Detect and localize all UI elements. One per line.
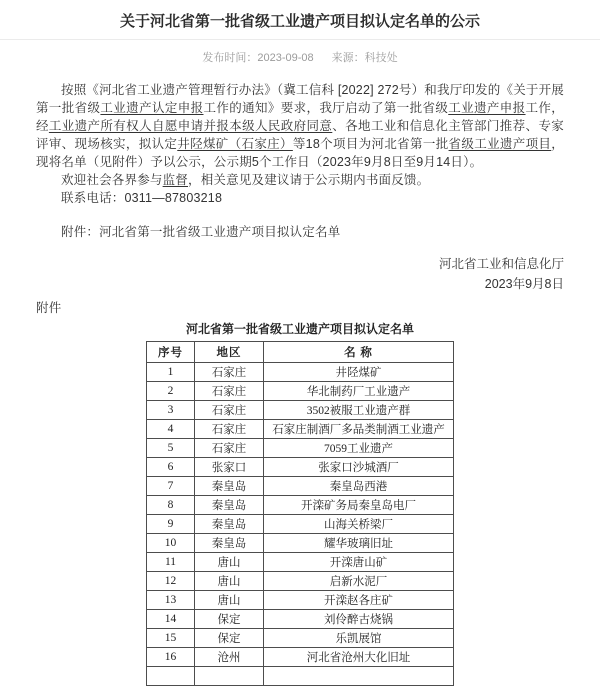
text-segment: 联系电话：0311—87803218 bbox=[61, 191, 223, 205]
cell-index: 5 bbox=[147, 439, 195, 458]
underlined-keyword: 井陉煤矿（石家庄） bbox=[177, 137, 293, 151]
table-row bbox=[147, 477, 454, 496]
header-region: 地区 bbox=[195, 342, 264, 363]
table-row bbox=[147, 420, 454, 439]
table-body bbox=[147, 363, 454, 686]
cell-region: 石家庄 bbox=[195, 382, 264, 401]
cell-name: 耀华玻璃旧址 bbox=[264, 534, 454, 553]
cell-name: 张家口沙城酒厂 bbox=[264, 458, 454, 477]
cell-name: 河北省沧州大化旧址 bbox=[264, 648, 454, 667]
cell-index: 3 bbox=[147, 401, 195, 420]
cell-name: 7059工业遗产 bbox=[264, 439, 454, 458]
table-row bbox=[147, 553, 454, 572]
underlined-keyword: 监督 bbox=[162, 173, 189, 187]
cell-name: 石家庄制酒厂多品类制酒工业遗产 bbox=[264, 420, 454, 439]
signature-block bbox=[36, 254, 564, 294]
cell-region: 张家口 bbox=[195, 458, 264, 477]
text-segment: 工作，经 bbox=[36, 101, 564, 133]
table-row bbox=[147, 382, 454, 401]
document-body bbox=[0, 81, 600, 686]
text-segment: ，相关意见及建议请于公示期内书面反馈。 bbox=[188, 173, 430, 187]
text-segment: ，现将名单（见附件）予以公示，公示期5个工作日（2023年9月8日至9月14日）。 bbox=[36, 137, 564, 169]
table-row bbox=[147, 629, 454, 648]
table-row bbox=[147, 363, 454, 382]
underlined-keyword: 省级工业遗产项目 bbox=[448, 137, 552, 151]
cell-region: 石家庄 bbox=[195, 363, 264, 382]
cell-region: 唐山 bbox=[195, 553, 264, 572]
cell-empty bbox=[195, 667, 264, 686]
signature-date: 2023年9月8日 bbox=[484, 277, 564, 291]
signature-agency: 河北省工业和信息化厅 bbox=[438, 257, 564, 271]
cell-name: 华北制药厂工业遗产 bbox=[264, 382, 454, 401]
underlined-keyword: 工业遗产申报 bbox=[448, 101, 526, 115]
cell-index: 9 bbox=[147, 515, 195, 534]
paragraph-feedback bbox=[36, 171, 564, 189]
cell-index: 11 bbox=[147, 553, 195, 572]
paragraph-phone bbox=[36, 189, 564, 207]
cell-name: 开滦矿务局秦皇岛电厂 bbox=[264, 496, 454, 515]
cell-name: 3502被服工业遗产群 bbox=[264, 401, 454, 420]
cell-name: 井陉煤矿 bbox=[264, 363, 454, 382]
table-row bbox=[147, 572, 454, 591]
cell-index: 1 bbox=[147, 363, 195, 382]
cell-index: 12 bbox=[147, 572, 195, 591]
cell-name: 山海关桥梁厂 bbox=[264, 515, 454, 534]
page-title: 关于河北省第一批省级工业遗产项目拟认定名单的公示 bbox=[119, 13, 480, 30]
cell-region: 石家庄 bbox=[195, 439, 264, 458]
text-segment: 欢迎社会各界参与 bbox=[61, 173, 163, 187]
table-row bbox=[147, 610, 454, 629]
table-row bbox=[147, 496, 454, 515]
underlined-keyword: 工业遗产所有权人自愿申请并报本级人民政府同意 bbox=[48, 119, 333, 133]
paragraph-main bbox=[36, 81, 564, 171]
appendix-label: 附件 bbox=[36, 301, 62, 315]
cell-index: 2 bbox=[147, 382, 195, 401]
cell-region: 保定 bbox=[195, 629, 264, 648]
cell-region: 唐山 bbox=[195, 572, 264, 591]
cell-index: 16 bbox=[147, 648, 195, 667]
cell-name: 刘伶醉古烧锅 bbox=[264, 610, 454, 629]
table-row bbox=[147, 648, 454, 667]
text-segment: 工作的通知》要求，我厅启动了第一批省级 bbox=[203, 101, 449, 115]
meta-bar bbox=[0, 49, 600, 65]
source: 来源：科技处 bbox=[331, 52, 398, 64]
text-segment: 按照《河北省工业遗产管理暂行办法》（冀工信科 [2022] 272号）和我厅印发的《关于开展第一批省级 bbox=[36, 83, 565, 115]
header-index: 序号 bbox=[147, 342, 195, 363]
cell-index: 13 bbox=[147, 591, 195, 610]
cell-region: 秦皇岛 bbox=[195, 477, 264, 496]
table-head bbox=[147, 342, 454, 363]
publish-time: 发布时间：2023-09-08 bbox=[202, 52, 314, 64]
heritage-table bbox=[146, 341, 454, 686]
cell-region: 秦皇岛 bbox=[195, 515, 264, 534]
cell-empty bbox=[264, 667, 454, 686]
cell-name: 开滦赵各庄矿 bbox=[264, 591, 454, 610]
cell-name: 启新水泥厂 bbox=[264, 572, 454, 591]
title-divider bbox=[0, 39, 600, 40]
cell-region: 沧州 bbox=[195, 648, 264, 667]
table-row bbox=[147, 591, 454, 610]
table-row bbox=[147, 458, 454, 477]
cell-index: 6 bbox=[147, 458, 195, 477]
cell-index: 15 bbox=[147, 629, 195, 648]
cell-empty bbox=[147, 667, 195, 686]
cell-index: 7 bbox=[147, 477, 195, 496]
header-name: 名 称 bbox=[264, 342, 454, 363]
text-segment: 、各地工业和信息化主管部门推荐、专家评审、现场核实，拟认定 bbox=[36, 119, 564, 151]
cell-region: 石家庄 bbox=[195, 401, 264, 420]
table-row bbox=[147, 401, 454, 420]
cell-region: 秦皇岛 bbox=[195, 534, 264, 553]
table-title: 河北省第一批省级工业遗产项目拟认定名单 bbox=[185, 322, 414, 336]
cell-region: 保定 bbox=[195, 610, 264, 629]
table-row bbox=[147, 534, 454, 553]
cell-name: 开滦唐山矿 bbox=[264, 553, 454, 572]
table-header-row bbox=[147, 342, 454, 363]
cell-name: 秦皇岛西港 bbox=[264, 477, 454, 496]
underlined-keyword: 工业遗产认定申报 bbox=[100, 101, 204, 115]
cell-index: 8 bbox=[147, 496, 195, 515]
cell-region: 秦皇岛 bbox=[195, 496, 264, 515]
cell-region: 石家庄 bbox=[195, 420, 264, 439]
attachment-line: 附件：河北省第一批省级工业遗产项目拟认定名单 bbox=[61, 225, 341, 239]
cell-index: 4 bbox=[147, 420, 195, 439]
cell-region: 唐山 bbox=[195, 591, 264, 610]
table-row bbox=[147, 439, 454, 458]
cell-index: 10 bbox=[147, 534, 195, 553]
cell-name: 乐凯展馆 bbox=[264, 629, 454, 648]
table-row bbox=[147, 515, 454, 534]
table-row-partial bbox=[147, 667, 454, 686]
cell-index: 14 bbox=[147, 610, 195, 629]
text-segment: 等18个项目为河北省第一批 bbox=[292, 137, 449, 151]
